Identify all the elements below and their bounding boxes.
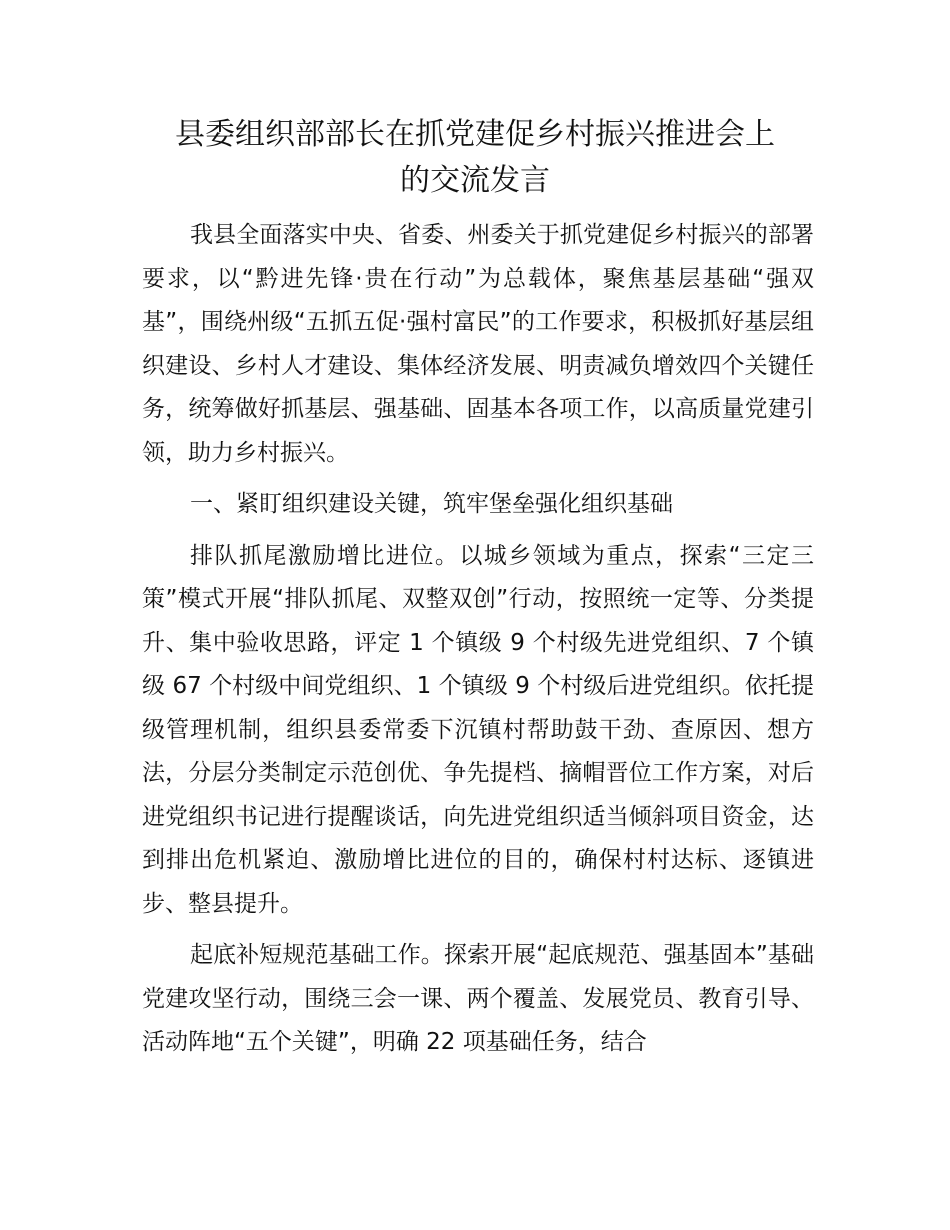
title-line-2: 的交流发言	[400, 163, 550, 198]
body-paragraph: 起底补短规范基础工作。探索开展“起底规范、强基固本”基础党建攻坚行动，围绕三会一课、两个覆盖、发展党员、教育引导、活动阵地“五个关键”，明确 22 项基础任务，结合	[142, 942, 814, 1055]
section-heading: 一、紧盯组织建设关键，筑牢堡垒强化组织基础	[190, 491, 673, 517]
intro-paragraph: 我县全面落实中央、省委、州委关于抓党建促乡村振兴的部署要求，以“黔进先锋·贵在行动”为总载体，聚焦基层基础“强双基”，围绕州级“五抓五促·强村富民”的工作要求，积极抓好基层组织建设、乡村人才建设、集体经济发展、明责减负增效四个关键任务，统筹做好抓基层、强基础、固基本各项工作，以高质量党建引领，助力乡村振兴。	[142, 222, 814, 466]
document-title	[130, 112, 820, 204]
title-line-1: 县委组织部部长在抓党建促乡村振兴推进会上	[175, 117, 775, 152]
body-paragraph: 排队抓尾激励增比进位。以城乡领域为重点，探索“三定三策”模式开展“排队抓尾、双整双创”行动，按照统一定等、分类提升、集中验收思路，评定 1 个镇级 9 个村级先进党组织、7 个镇级 67 个村级中间党组织、1 个镇级 9 个村级后进党组织。依托提级管理机制，组织县委常委下沉镇村帮助鼓干劲、查原因、想方法，分层分类制定示范创优、争先提档、摘帽晋位工作方案，对后进党组织书记进行提醒谈话，向先进党组织适当倾斜项目资金，达到排出危机紧迫、激励增比进位的目的，确保村村达标、逐镇进步、整县提升。	[142, 542, 814, 917]
document-body	[142, 214, 814, 1065]
